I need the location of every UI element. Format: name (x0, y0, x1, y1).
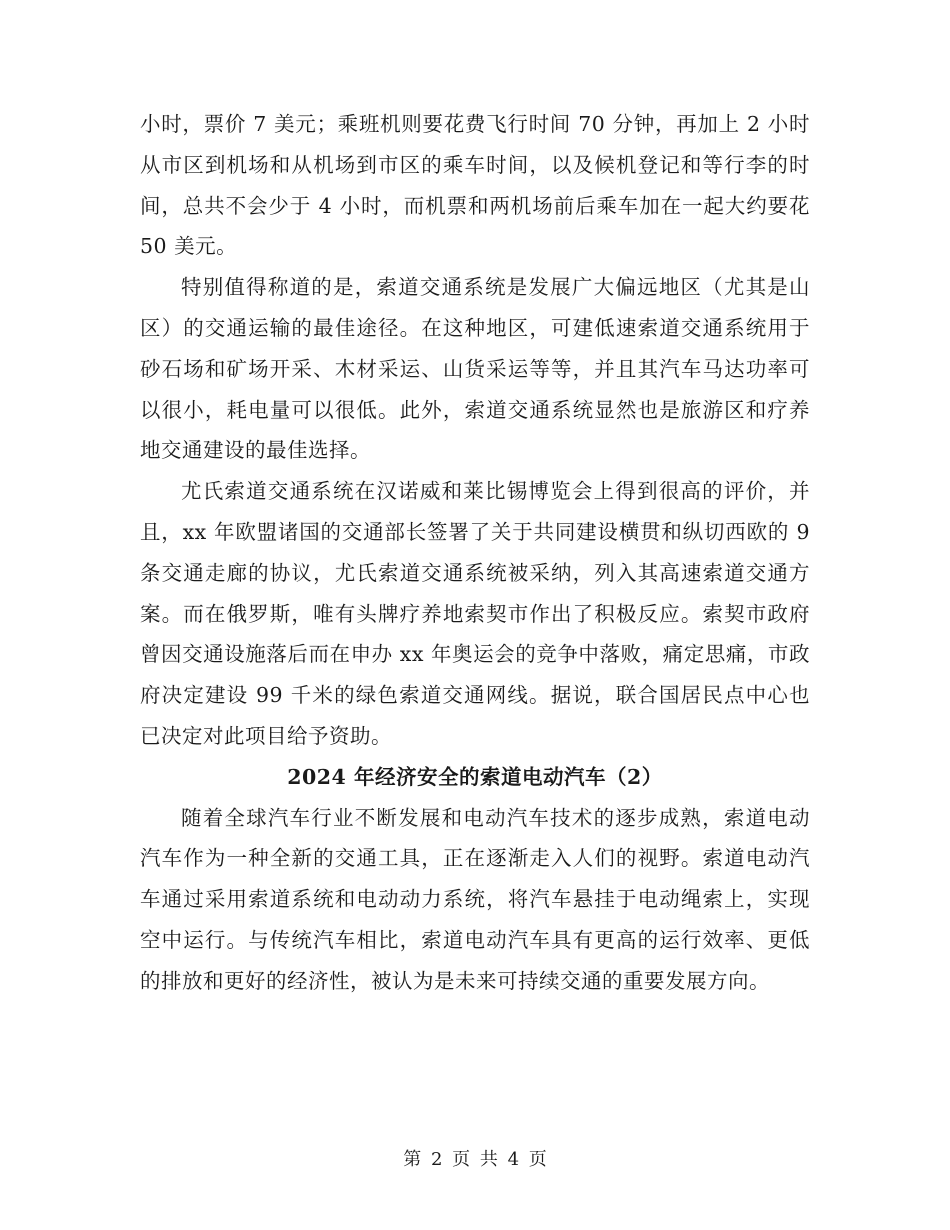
paragraph-yunitsky-system: 尤氏索道交通系统在汉诺威和莱比锡博览会上得到很高的评价，并且，xx 年欧盟诸国的交通部长签署了关于共同建设横贯和纵切西欧的 9 条交通走廊的协议，尤氏索道交通系统被采纳，列入其高速索道交通方案。而在俄罗斯，唯有头牌疗养地索契市作出了积极反应。索契市政府曾因交通设施落后而在申办 xx 年奥运会的竞争中落败，痛定思痛，市政府决定建设 99 千米的绿色索道交通网线。据说，联合国居民点中心也已决定对此项目给予资助。 (140, 479, 810, 748)
paragraph-continuation: 小时，票价 7 美元；乘班机则要花费飞行时间 70 分钟，再加上 2 小时从市区到机场和从机场到市区的乘车时间，以及候机登记和等行李的时间，总共不会少于 4 小时，而机票和两机场前后乘车加在一起大约要花 50 美元。 (140, 112, 810, 259)
paragraph-ropeway-remote-areas: 特别值得称道的是，索道交通系统是发展广大偏远地区（尤其是山区）的交通运输的最佳途径。在这种地区，可建低速索道交通系统用于砂石场和矿场开采、木材采运、山货采运等等，并且其汽车马达功率可以很小，耗电量可以很低。此外，索道交通系统显然也是旅游区和疗养地交通建设的最佳选择。 (140, 275, 810, 463)
page-number-footer: 第 2 页 共 4 页 (403, 1149, 547, 1170)
document-body (140, 104, 810, 1002)
paragraph-ropeway-electric-car: 随着全球汽车行业不断发展和电动汽车技术的逐步成熟，索道电动汽车作为一种全新的交通工具，正在逐渐走入人们的视野。索道电动汽车通过采用索道系统和电动动力系统，将汽车悬挂于电动绳索上，实现空中运行。与传统汽车相比，索道电动汽车具有更高的运行效率、更低的排放和更好的经济性，被认为是未来可持续交通的重要发展方向。 (140, 805, 810, 993)
section-heading: 2024 年经济安全的索道电动汽车（2） (287, 764, 663, 789)
